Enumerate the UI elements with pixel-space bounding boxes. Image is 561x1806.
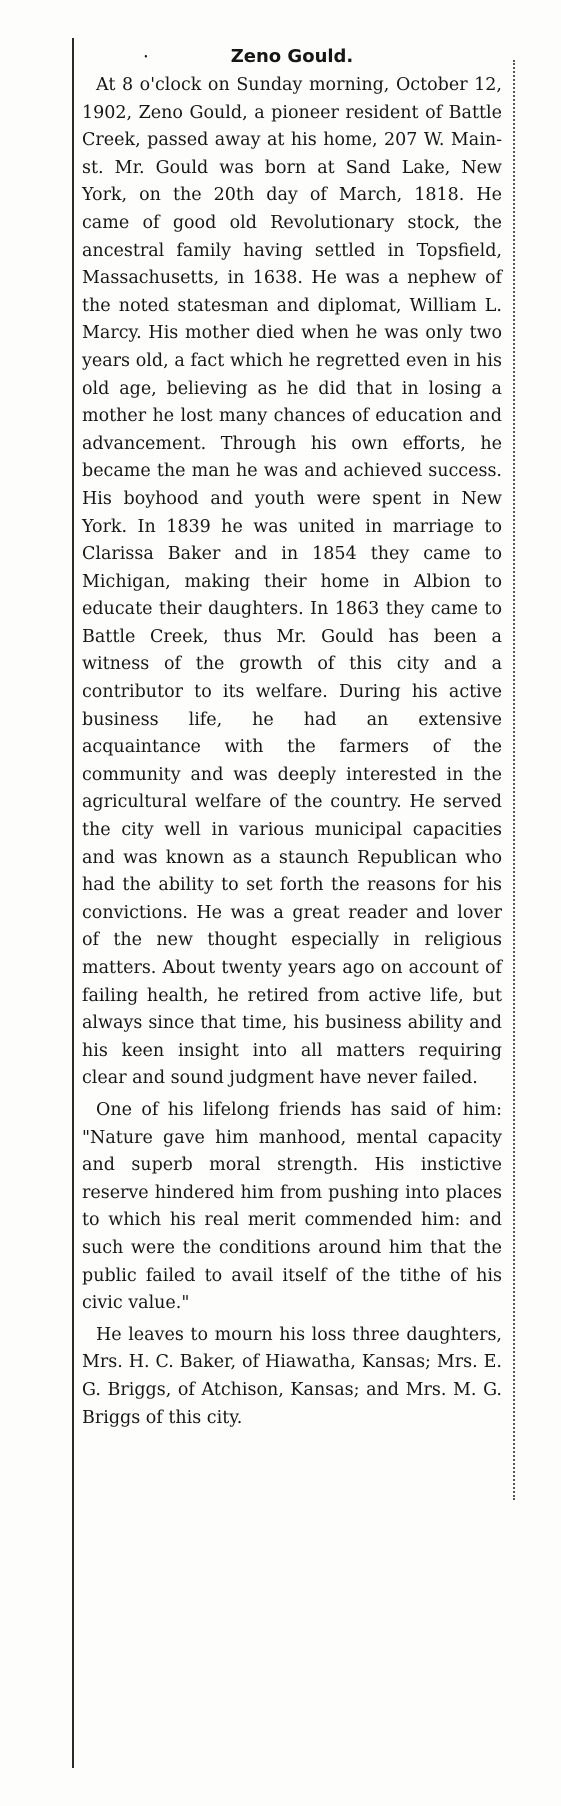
obituary-paragraph-2: One of his lifelong friends has said of him: "Nature gave him manhood, mental capacity and superb moral strength. His instictive reserve hindered him from pushing into places to which his real merit commended him: and such were the conditions around him that the public failed to avail itself of the tithe of his civic value." bbox=[82, 1099, 502, 1314]
column-rule-left bbox=[72, 38, 74, 1768]
obituary-paragraph-3: He leaves to mourn his loss three daughters, Mrs. H. C. Baker, of Hiawatha, Kansas; Mrs. E. G. Briggs, of Atchison, Kansas; and Mrs. M. G. Briggs of this city. bbox=[82, 1324, 502, 1428]
column-rule-right bbox=[513, 60, 515, 1500]
article-headline bbox=[82, 44, 502, 70]
obituary-paragraph-1: At 8 o'clock on Sunday morning, October 12, 1902, Zeno Gould, a pioneer resident of Battle Creek, passed away at his home, 207 W. Main-st. Mr. Gould was born at Sand Lake, New York, on the 20th day of March, 1818. He came of good old Revolutionary stock, the ancestral family having settled in Topsfield, Massachusetts, in 1638. He was a nephew of the noted statesman and diplomat, William L. Marcy. His mother died when he was only two years old, a fact which he regretted even in his old age, believing as he did that in losing a mother he lost many chances of education and advancement. Through his own efforts, he became the man he was and achieved success. His boyhood and youth were spent in New York. In 1839 he was united in marriage to Clarissa Baker and in 1854 they came to Michigan, making their home in Albion to educate their daughters. In 1863 they came to Battle Creek, thus Mr. Gould has been a witness of the growth of this city and a contributor to its welfare. During his active business life, he had an extensive acquaintance with the farmers of the community and was deeply interested in the agricultural welfare of the country. He served the city well in various municipal capacities and was known as a staunch Republican who had the ability to set forth the reasons for his convictions. He was a great reader and lover of the new thought especially in religious matters. About twenty years ago on account of failing health, he retired from active life, but always since that time, his business ability and his keen insight into all matters requiring clear and sound judgment have never failed. bbox=[82, 75, 502, 1089]
headline-text: Zeno Gould. bbox=[230, 46, 354, 67]
article-column bbox=[82, 44, 502, 1436]
ornament-mark: ⸱ bbox=[144, 49, 148, 65]
